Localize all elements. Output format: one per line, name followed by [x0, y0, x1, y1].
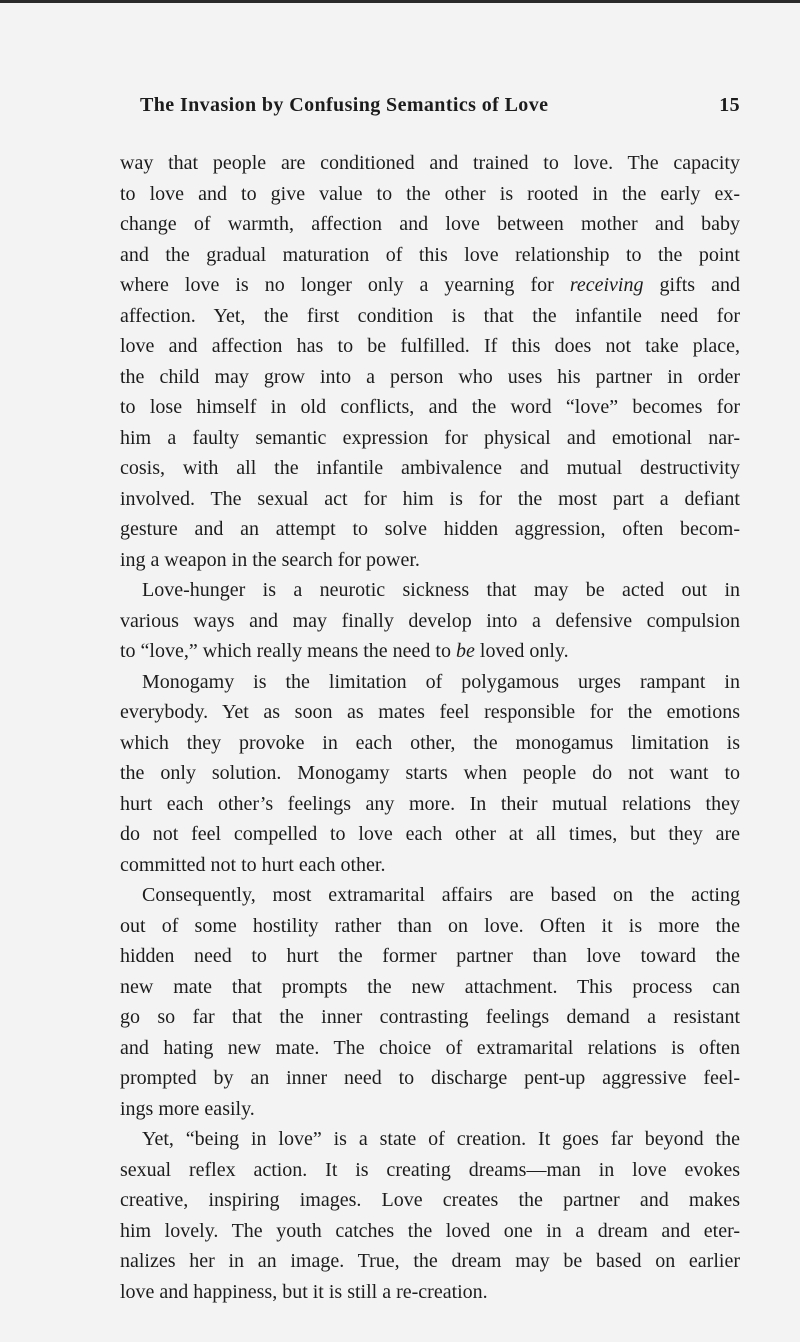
text-line: ings more easily. — [120, 1097, 255, 1120]
text-line: prompted by an inner need to discharge pent-up aggressive feel- — [120, 1067, 740, 1089]
page-number: 15 — [719, 94, 740, 116]
text-line: to lose himself in old conflicts, and the word “love” becomes for — [120, 396, 740, 418]
text-line: Yet, “being in love” is a state of creation. It goes far beyond the — [142, 1128, 740, 1150]
text-line: change of warmth, affection and love between mother and baby — [120, 213, 740, 235]
text-line: gesture and an attempt to solve hidden aggression, often becom- — [120, 518, 740, 540]
text-line: involved. The sexual act for him is for the most part a defiant — [120, 487, 740, 510]
text-line: him a faulty semantic expression for physical and emotional nar- — [120, 426, 740, 449]
text-line: Love-hunger is a neurotic sickness that may be acted out in — [142, 579, 740, 601]
text-line: to “love,” which really means the need to be loved only. — [120, 640, 569, 662]
emphasized-word: be — [456, 640, 475, 662]
running-head — [140, 94, 740, 126]
text-line: do not feel compelled to love each other at all times, but they are — [120, 823, 740, 845]
text-line: to love and to give value to the other is rooted in the early ex- — [120, 182, 740, 205]
text-line: sexual reflex action. It is creating dreams—man in love evokes — [120, 1158, 740, 1181]
body-text — [120, 148, 740, 1307]
text-line: committed not to hurt each other. — [120, 853, 386, 876]
text-line: new mate that prompts the new attachment. This process can — [120, 975, 740, 998]
text-line: Consequently, most extramarital affairs are based on the acting — [142, 884, 740, 906]
top-rule — [0, 0, 800, 3]
text-line: where love is no longer only a yearning for receiving gifts and — [120, 274, 740, 296]
text-line: cosis, with all the infantile ambivalence and mutual destructivity — [120, 457, 740, 479]
text-line: and the gradual maturation of this love relationship to the point — [120, 243, 740, 266]
text-line: hurt each other’s feelings any more. In their mutual relations they — [120, 792, 740, 815]
text-line: love and happiness, but it is still a re-creation. — [120, 1280, 488, 1303]
text-line: go so far that the inner contrasting feelings demand a resistant — [120, 1006, 740, 1028]
text-line: ing a weapon in the search for power. — [120, 548, 420, 571]
text-line: way that people are conditioned and trained to love. The capacity — [120, 152, 740, 174]
text-line: various ways and may finally develop into a defensive compulsion — [120, 609, 740, 632]
text-line: love and affection has to be fulfilled. If this does not take place, — [120, 335, 740, 357]
emphasized-word: receiving — [569, 274, 644, 296]
text-line: nalizes her in an image. True, the dream may be based on earlier — [120, 1250, 740, 1272]
text-line: the child may grow into a person who uses his partner in order — [120, 365, 740, 388]
text-line: affection. Yet, the first condition is that the infantile need for — [120, 304, 740, 327]
text-line: and hating new mate. The choice of extramarital relations is often — [120, 1036, 740, 1059]
text-line: out of some hostility rather than on love. Often it is more the — [120, 914, 740, 937]
text-line: which they provoke in each other, the monogamus limitation is — [120, 731, 740, 754]
text-line: the only solution. Monogamy starts when people do not want to — [120, 762, 740, 784]
text-line: Monogamy is the limitation of polygamous urges rampant in — [142, 670, 740, 693]
text-line: everybody. Yet as soon as mates feel responsible for the emotions — [120, 701, 740, 723]
running-head-title: The Invasion by Confusing Semantics of Love — [140, 94, 549, 116]
text-line: him lovely. The youth catches the loved one in a dream and eter- — [120, 1219, 740, 1242]
text-line: hidden need to hurt the former partner than love toward the — [120, 945, 740, 967]
text-line: creative, inspiring images. Love creates the partner and makes — [120, 1189, 740, 1211]
